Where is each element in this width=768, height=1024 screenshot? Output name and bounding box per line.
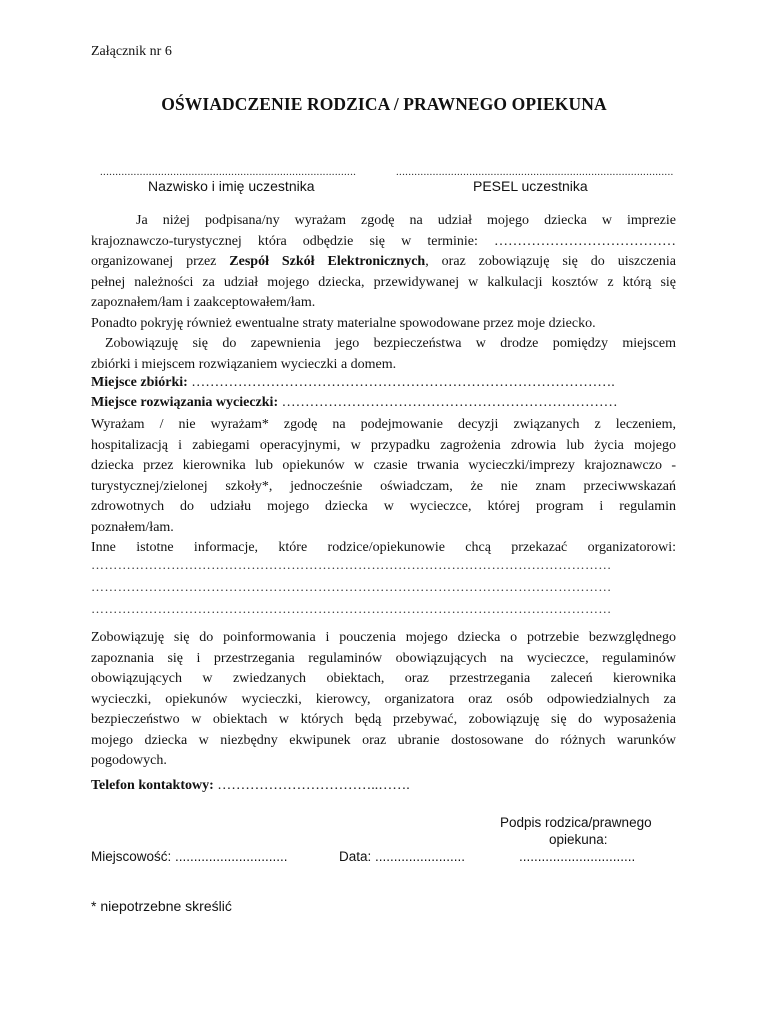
medical-line: turystycznej/zielonej szkoły*, jednocześnie oświadczam, że nie znam przeciwwskazań xyxy=(91,478,676,494)
medical-line: Wyrażam / nie wyrażam* zgodę na podejmowanie decyzji związanych z leczeniem, xyxy=(91,417,676,432)
medical-consent-paragraph xyxy=(91,415,676,559)
phone-row xyxy=(91,778,410,794)
document-title: OŚWIADCZENIE RODZICA / PRAWNEGO OPIEKUNA xyxy=(161,94,607,114)
medical-line: zdrowotnych do udziału mojego dziecka w wycieczce, której program i regulamin xyxy=(91,499,676,514)
footnote: * niepotrzebne skreślić xyxy=(91,898,232,914)
organizer-name: Zespół Szkół Elektronicznych xyxy=(229,254,426,269)
signature-label-line2: opiekuna: xyxy=(549,832,608,847)
place-row xyxy=(91,849,288,864)
obligations-line: wycieczki, opiekunów wycieczki, kierowcy, organizatora oraz osób odpowiedzialnych za xyxy=(91,691,676,707)
consent-line: zapoznałem/łam i zaakceptowałem/łam. xyxy=(91,295,316,310)
other-info-label: Inne istotne informacje, które rodzice/opiekunowie chcą przekazać organizatorowi: xyxy=(91,540,676,555)
date-field[interactable]: ........................ xyxy=(375,849,466,864)
consent-paragraph xyxy=(91,211,676,375)
other-info-field[interactable]: ……………………………………………………………………………………………………… xyxy=(91,601,612,616)
participant-pesel-label: PESEL uczestnika xyxy=(473,178,588,194)
other-info-field[interactable]: ……………………………………………………………………………………………………… xyxy=(91,557,612,572)
consent-line: pełnej należności za udział mojego dziecka, przewidywanej w kalkulacji kosztów z którą się xyxy=(91,274,676,290)
consent-line: Ja niżej podpisana/ny wyrażam zgodę na udział mojego dziecka w imprezie xyxy=(136,213,676,228)
consent-line xyxy=(91,252,676,273)
obligations-paragraph xyxy=(91,628,676,772)
consent-text: organizowanej przez xyxy=(91,254,230,269)
obligations-line: obowiązujących w zwiedzanych obiektach, oraz przestrzegania zaleceń kierownika xyxy=(91,671,676,686)
consent-line: krajoznawczo-turystycznej która odbędzie się w terminie: ………………………………… xyxy=(91,233,676,249)
signature-field[interactable]: ............................... xyxy=(519,849,636,864)
place-label: Miejscowość: xyxy=(91,849,176,864)
attachment-number: Załącznik nr 6 xyxy=(91,44,172,59)
other-info-fields xyxy=(91,557,671,623)
medical-line: hospitalizacją i zabiegami operacyjnymi, w przypadku zagrożenia zdrowia lub życia mojego xyxy=(91,437,676,453)
phone-field[interactable]: ……………………………..……. xyxy=(213,778,410,793)
other-info-field[interactable]: ……………………………………………………………………………………………………… xyxy=(91,579,612,594)
participant-pesel-field[interactable]: ........................................................................................... xyxy=(396,166,674,178)
date-label: Data: xyxy=(339,849,376,864)
medical-line: poznałem/łam. xyxy=(91,519,174,535)
obligations-line: Zobowiązuję się do poinformowania i pouczenia mojego dziecka o potrzebie bezwzględnego xyxy=(91,630,676,645)
gathering-place-row xyxy=(91,375,615,391)
medical-line: dziecka przez kierownika lub opiekunów w czasie trwania wycieczki/imprezy krajoznawczo - xyxy=(91,458,676,473)
obligations-line: mojego dziecka w niezbędny ekwipunek oraz ubranie dostosowane do różnych warunków xyxy=(91,732,676,748)
signature-label-line1: Podpis rodzica/prawnego xyxy=(500,815,652,830)
participant-name-field[interactable]: .................................................................................... xyxy=(100,166,357,178)
end-place-field[interactable]: ……………………………………………………………… xyxy=(278,395,618,410)
consent-line: zbiórki i miejscem rozwiązaniem wycieczki a domem. xyxy=(91,356,397,372)
consent-line: Zobowiązuję się do zapewnienia jego bezpieczeństwa w drodze pomiędzy miejscem xyxy=(105,336,676,351)
date-row xyxy=(339,849,465,864)
end-place-label: Miejsce rozwiązania wycieczki: xyxy=(91,395,279,410)
participant-name-label: Nazwisko i imię uczestnika xyxy=(148,178,315,194)
obligations-line: zapoznania się i przestrzegania regulaminów obowiązujących na wycieczce, regulaminów xyxy=(91,650,676,666)
gathering-place-field[interactable]: ………………………………………………………………………………. xyxy=(187,375,615,390)
consent-line: Ponadto pokryję również ewentualne straty materialne spowodowane przez moje dziecko. xyxy=(91,315,596,331)
place-field[interactable]: .............................. xyxy=(175,849,288,864)
obligations-line: bezpieczeństwo w obiektach w których będą przebywać, zobowiązuję się do wyposażenia xyxy=(91,712,676,727)
end-place-row xyxy=(91,395,618,411)
phone-label: Telefon kontaktowy: xyxy=(91,778,214,793)
consent-text: , oraz zobowiązuję się do uiszczenia xyxy=(425,254,676,269)
gathering-place-label: Miejsce zbiórki: xyxy=(91,375,188,390)
obligations-line: pogodowych. xyxy=(91,753,167,768)
